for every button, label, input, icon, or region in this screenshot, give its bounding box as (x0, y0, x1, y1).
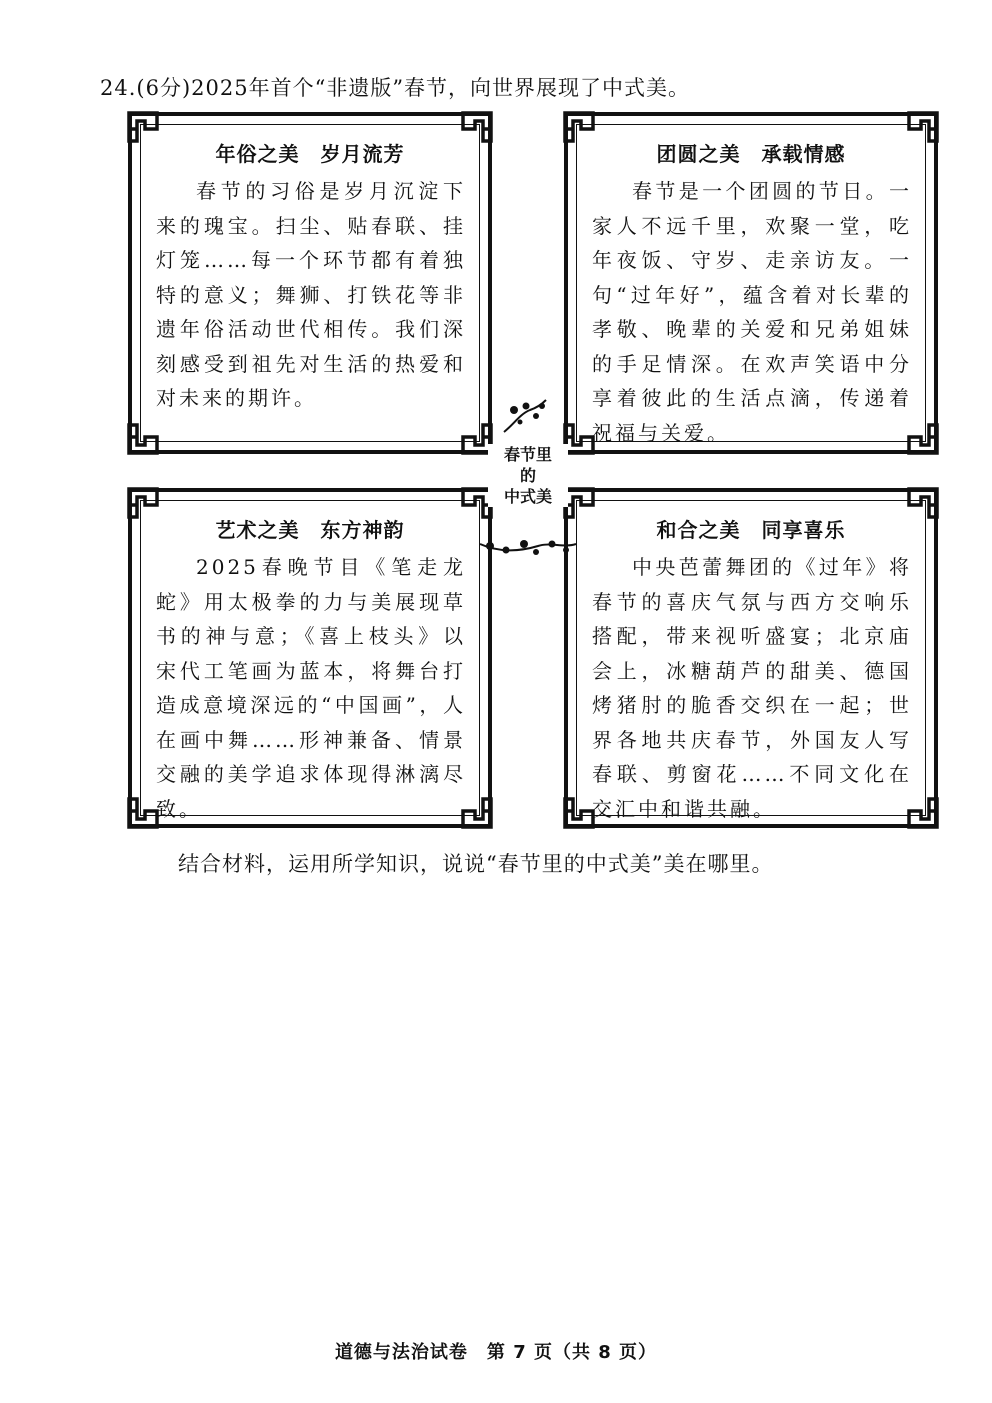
panel-text: 中央芭蕾舞团的《过年》将春节的喜庆气氛与西方交响乐搭配，带来视听盛宴；北京庙会上，冰糖葫芦的甜美、德国烤猪肘的脆香交织在一起；世界各地共庆春节，外国友人写春联、剪窗花……不同文化在交汇中和谐共融。 (592, 555, 912, 821)
panel-title: 年俗之美 岁月流芳 (215, 142, 405, 166)
panel-art (128, 488, 492, 828)
panel-harmony (564, 488, 938, 828)
panel-text: 2025春晚节目《笔走龙蛇》用太极拳的力与美展现草书的神与意；《喜上枝头》以宋代工笔画为蓝本，将舞台打造成意境深远的“中国画”，人在画中舞……形神兼备、情景交融的美学追求体现得淋漓尽致。 (156, 555, 466, 821)
center-label: 春节里 的 中式美 (488, 444, 568, 507)
plum-blossom-icon (478, 530, 578, 562)
question-stem: 24.(6分)2025年首个“非遗版”春节，向世界展现了中式美。 (100, 76, 691, 100)
panel-text: 春节是一个团圆的节日。一家人不远千里，欢聚一堂，吃年夜饭、守岁、走亲访友。一句“过年好”，蕴含着对长辈的孝敬、晚辈的关爱和兄弟姐妹的手足情深。在欢声笑语中分享着彼此的生活点滴，传递着祝福与关爱。 (592, 179, 912, 445)
corner-ornament-icon (126, 422, 160, 456)
panel-text: 春节的习俗是岁月沉淀下来的瑰宝。扫尘、贴春联、挂灯笼……每一个环节都有着独特的意义；舞狮、打铁花等非遗年俗活动世代相传。我们深刻感受到祖先对生活的热爱和对未来的期许。 (156, 179, 466, 410)
corner-ornament-icon (126, 796, 160, 830)
page-footer: 道德与法治试卷 第 7 页（共 8 页） (334, 1342, 658, 1363)
plum-blossom-icon (500, 398, 550, 438)
panel-title: 和合之美 同享喜乐 (656, 518, 846, 542)
panel-customs (128, 112, 492, 454)
question-prompt: 结合材料，运用所学知识，说说“春节里的中式美”美在哪里。 (178, 852, 774, 876)
panel-title: 艺术之美 东方神韵 (215, 518, 405, 542)
panel-title: 团圆之美 承载情感 (656, 142, 846, 166)
panel-reunion (564, 112, 938, 454)
corner-ornament-icon (562, 796, 596, 830)
